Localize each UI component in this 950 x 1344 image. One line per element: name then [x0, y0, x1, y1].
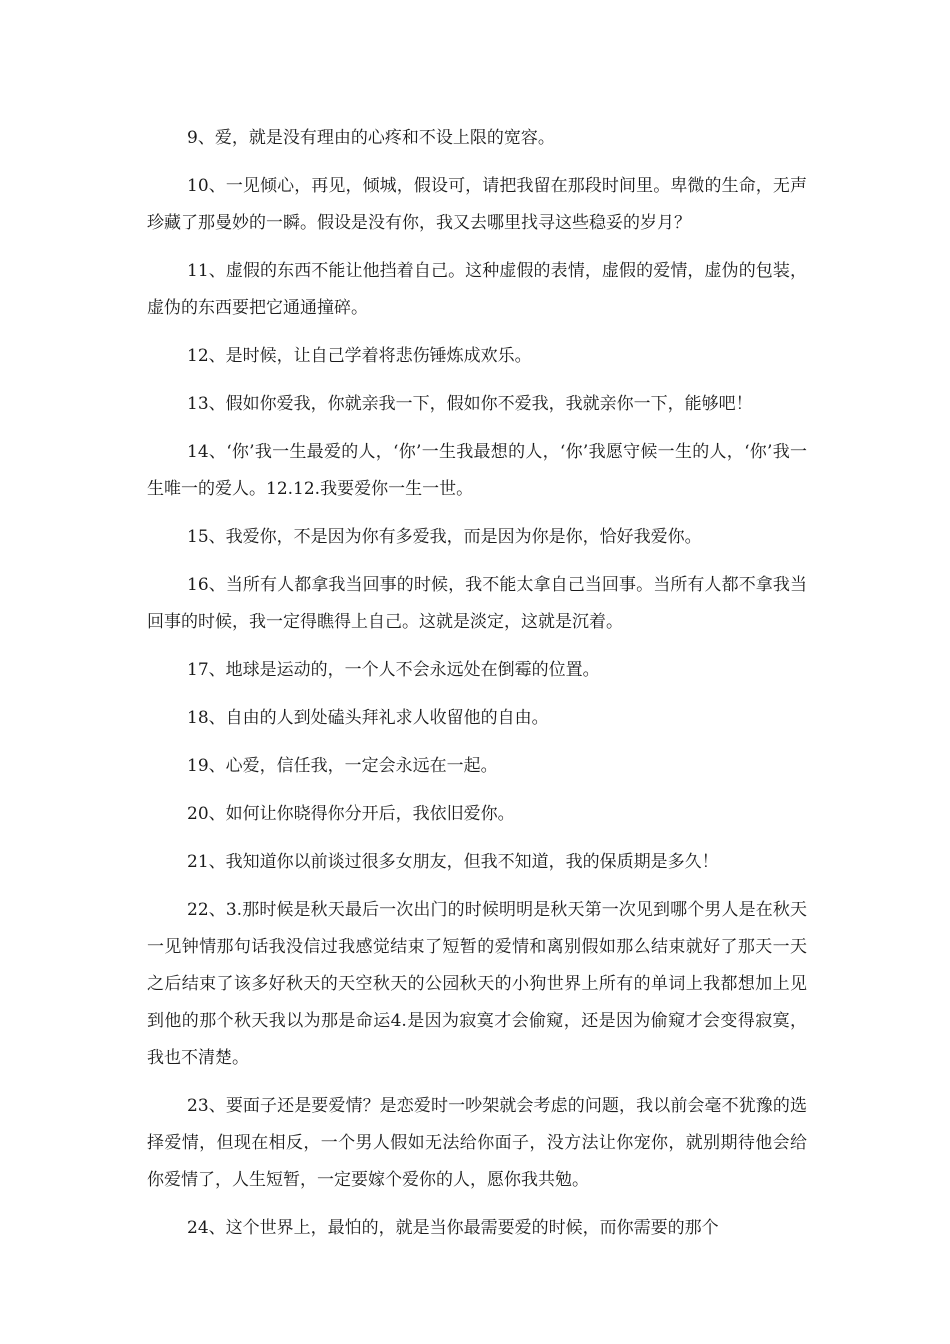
paragraph-20: 20、如何让你晓得你分开后，我依旧爱你。 — [187, 804, 515, 824]
paragraph-21: 21、我知道你以前谈过很多女朋友，但我不知道，我的保质期是多久！ — [187, 852, 719, 872]
paragraph-23: 23、要面子还是要爱情？是恋爱时一吵架就会考虑的问题，我以前会毫不犹豫的选择爱情，但现在相反，一个男人假如无法给你面子，没方法让你宠你，就别期待他会给你爱情了，人生短暂，一定要嫁个爱你的人，愿你我共勉。 — [147, 1096, 807, 1190]
paragraph-16: 16、当所有人都拿我当回事的时候，我不能太拿自己当回事。当所有人都不拿我当回事的时候，我一定得瞧得上自己。这就是淡定，这就是沉着。 — [147, 575, 807, 632]
document-page — [147, 120, 807, 1258]
paragraph-18: 18、自由的人到处磕头拜礼求人收留他的自由。 — [187, 708, 549, 728]
paragraph-9: 9、爱，就是没有理由的心疼和不设上限的宽容。 — [187, 128, 555, 148]
paragraph-10: 10、一见倾心，再见，倾城，假设可，请把我留在那段时间里。卑微的生命，无声珍藏了那曼妙的一瞬。假设是没有你，我又去哪里找寻这些稳妥的岁月？ — [147, 176, 807, 233]
paragraph-17: 17、地球是运动的，一个人不会永远处在倒霉的位置。 — [187, 660, 600, 680]
paragraph-13: 13、假如你爱我，你就亲我一下，假如你不爱我，我就亲你一下，能够吧！ — [187, 394, 753, 414]
paragraph-15: 15、我爱你，不是因为你有多爱我，而是因为你是你，恰好我爱你。 — [187, 527, 702, 547]
paragraph-14: 14、‘你’我一生最爱的人，‘你’一生我最想的人，‘你’我愿守候一生的人，‘你’我一生唯一的爱人。12.12.我要爱你一生一世。 — [147, 442, 807, 499]
paragraph-24: 24、这个世界上，最怕的，就是当你最需要爱的时候，而你需要的那个 — [187, 1218, 719, 1238]
paragraph-11: 11、虚假的东西不能让他挡着自己。这种虚假的表情，虚假的爱情，虚伪的包装，虚伪的东西要把它通通撞碎。 — [147, 261, 807, 318]
paragraph-12: 12、是时候，让自己学着将悲伤锤炼成欢乐。 — [187, 346, 532, 366]
paragraph-19: 19、心爱，信任我，一定会永远在一起。 — [187, 756, 498, 776]
paragraph-22: 22、3.那时候是秋天最后一次出门的时候明明是秋天第一次见到哪个男人是在秋天一见钟情那句话我没信过我感觉结束了短暂的爱情和离别假如那么结束就好了那天一天之后结束了该多好秋天的天空秋天的公园秋天的小狗世界上所有的单词上我都想加上见到他的那个秋天我以为那是命运4.是因为寂寞才会偷窥，还是因为偷窥才会变得寂寞，我也不清楚。 — [147, 900, 807, 1068]
